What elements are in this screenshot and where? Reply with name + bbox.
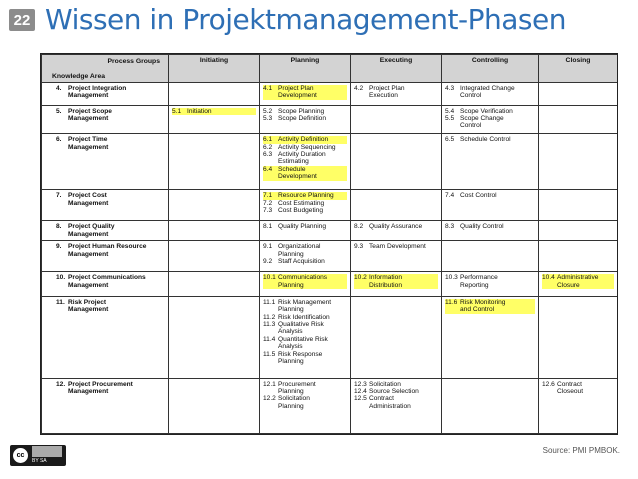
process-number: 5.4: [445, 107, 455, 115]
process-number: 11.1: [263, 298, 276, 306]
knowledge-area-row: [42, 190, 618, 221]
process-item: [263, 223, 347, 230]
process-item: [445, 299, 535, 314]
process-item: [354, 274, 438, 289]
process-name: Risk Response Planning: [278, 350, 323, 365]
knowledge-area-number: 5.: [56, 107, 62, 115]
process-number: 10.1: [263, 274, 276, 282]
knowledge-area-name: Project Procurement Management: [68, 380, 133, 396]
process-number: 4.2: [354, 85, 364, 92]
knowledge-area-name: Project Time Management: [68, 136, 109, 151]
process-number: 11.6: [445, 298, 458, 306]
process-number: 6.2: [263, 143, 273, 151]
process-item: [263, 351, 347, 366]
process-name: Schedule Development: [278, 165, 317, 181]
process-number: 10.2: [354, 274, 367, 282]
process-item: [263, 166, 347, 181]
process-item: [263, 192, 347, 199]
process-number: 7.1: [263, 192, 273, 200]
process-cell-closing: [539, 190, 618, 221]
process-cell-closing: [539, 221, 618, 241]
process-name: Scope Verification: [460, 107, 513, 115]
process-cell-planning: [260, 134, 351, 190]
process-name: Risk Management Planning: [278, 298, 332, 314]
process-item: [263, 395, 347, 410]
process-number: 11.4: [263, 335, 276, 343]
knowledge-area-cell: [42, 378, 169, 433]
process-name: Project Plan Development: [278, 85, 317, 100]
process-name: Activity Definition: [278, 136, 329, 144]
process-name: Initiation: [187, 107, 212, 115]
process-name: Procurement Planning: [278, 380, 316, 396]
process-name: Staff Acquisition: [278, 258, 325, 266]
knowledge-area-number: 9.: [56, 243, 62, 251]
process-number: 12.1: [263, 380, 276, 388]
process-groups-label: Process Groups: [107, 58, 160, 65]
process-number: 5.5: [445, 114, 455, 122]
knowledge-area-row: [42, 241, 618, 272]
process-number: 11.3: [263, 320, 276, 328]
process-cell-initiating: [169, 83, 260, 106]
process-name: Organizational Planning: [278, 243, 321, 258]
process-item: [354, 223, 438, 230]
process-item: [542, 381, 614, 396]
process-cell-closing: [539, 134, 618, 190]
process-cell-planning: [260, 105, 351, 134]
process-cell-initiating: [169, 134, 260, 190]
process-cell-controlling: [442, 105, 539, 134]
process-item: [354, 85, 438, 100]
process-name: Resource Planning: [278, 192, 334, 200]
process-name: Performance Reporting: [460, 274, 498, 289]
process-name: Integrated Change Control: [460, 85, 515, 100]
process-number: 12.5: [354, 395, 367, 403]
process-number: 9.1: [263, 243, 273, 251]
knowledge-area-cell: [42, 105, 169, 134]
knowledge-area-row: [42, 378, 618, 433]
column-header-closing: Closing: [539, 55, 618, 83]
process-item: [172, 108, 256, 115]
process-cell-planning: [260, 83, 351, 106]
knowledge-area-name: Risk Project Management: [68, 298, 109, 314]
process-cell-executing: [351, 241, 442, 272]
by-sa-icon: [32, 446, 62, 457]
process-name: Scope Definition: [278, 114, 327, 122]
process-item: [263, 243, 347, 258]
process-cell-closing: [539, 83, 618, 106]
process-cell-initiating: [169, 190, 260, 221]
process-number: 4.1: [263, 85, 273, 92]
knowledge-area-cell: [42, 83, 169, 106]
process-number: 8.3: [445, 223, 455, 231]
knowledge-area-number: 10.: [56, 274, 66, 282]
knowledge-area-number: 7.: [56, 192, 62, 200]
process-item: [354, 388, 438, 395]
process-number: 5.3: [263, 114, 273, 122]
process-cell-controlling: [442, 241, 539, 272]
process-cell-executing: [351, 272, 442, 297]
knowledge-area-cell: [42, 296, 169, 378]
knowledge-area-row: [42, 221, 618, 241]
process-number: 6.1: [263, 136, 273, 144]
process-cell-initiating: [169, 221, 260, 241]
process-cell-planning: [260, 378, 351, 433]
process-item: [445, 85, 535, 100]
process-number: 6.3: [263, 150, 273, 158]
process-cell-initiating: [169, 296, 260, 378]
process-item: [354, 395, 438, 410]
knowledge-area-name: Project Scope Management: [68, 107, 112, 122]
process-name: Source Selection: [369, 388, 419, 396]
knowledge-area-row: [42, 105, 618, 134]
process-number: 12.2: [263, 395, 276, 403]
process-cell-closing: [539, 272, 618, 297]
process-number: 4.3: [445, 85, 455, 92]
process-cell-executing: [351, 190, 442, 221]
process-number: 12.6: [542, 380, 555, 388]
process-cell-initiating: [169, 105, 260, 134]
knowledge-area-row: [42, 296, 618, 378]
process-item: [263, 108, 347, 115]
process-cell-executing: [351, 221, 442, 241]
process-item: [354, 243, 438, 250]
process-cell-controlling: [442, 221, 539, 241]
process-item: [445, 115, 535, 130]
process-item: [263, 144, 347, 151]
process-number: 9.3: [354, 243, 364, 251]
process-name: Cost Control: [460, 192, 497, 200]
knowledge-area-label: Knowledge Area: [52, 72, 106, 80]
process-cell-controlling: [442, 134, 539, 190]
process-item: [445, 274, 535, 289]
knowledge-area-row: [42, 83, 618, 106]
process-cell-initiating: [169, 272, 260, 297]
process-number: 5.2: [263, 107, 273, 115]
process-cell-controlling: [442, 190, 539, 221]
knowledge-area-number: 4.: [56, 85, 62, 92]
process-item: [263, 136, 347, 143]
process-cell-controlling: [442, 83, 539, 106]
process-number: 5.1: [172, 107, 182, 115]
process-item: [263, 115, 347, 122]
column-header-initiating: Initiating: [169, 55, 260, 83]
process-item: [263, 200, 347, 207]
knowledge-area-row: [42, 272, 618, 297]
process-item: [263, 85, 347, 100]
process-item: [445, 192, 535, 199]
process-cell-planning: [260, 221, 351, 241]
process-item: [445, 108, 535, 115]
process-item: [445, 136, 535, 143]
process-item: [263, 336, 347, 351]
process-number: 6.4: [263, 165, 273, 173]
process-number: 12.4: [354, 388, 367, 396]
process-cell-executing: [351, 105, 442, 134]
process-name: Risk Monitoring and Control: [460, 298, 506, 314]
column-header-controlling: Controlling: [442, 55, 539, 83]
process-item: [263, 274, 347, 289]
process-cell-closing: [539, 378, 618, 433]
process-cell-controlling: [442, 296, 539, 378]
process-number: 11.2: [263, 313, 276, 321]
knowledge-area-name: Project Quality Management: [68, 223, 115, 238]
process-name: Quantitative Risk Analysis: [278, 335, 328, 351]
process-name: Communications Planning: [278, 274, 328, 289]
process-number: 8.2: [354, 223, 364, 231]
process-item: [354, 381, 438, 388]
process-number: 9.2: [263, 258, 273, 266]
process-item: [263, 258, 347, 265]
knowledge-area-cell: [42, 272, 169, 297]
process-name: Scope Change Control: [460, 114, 504, 130]
process-name: Cost Budgeting: [278, 207, 324, 215]
process-item: [263, 151, 347, 166]
matrix-corner-header: [42, 55, 169, 83]
process-name: Information Distribution: [369, 274, 402, 289]
knowledge-area-cell: [42, 221, 169, 241]
process-name: Quality Control: [460, 223, 504, 231]
knowledge-area-number: 8.: [56, 223, 62, 231]
slide-number-badge: 22: [9, 9, 35, 31]
process-item: [263, 321, 347, 336]
process-name: Administrative Closure: [557, 274, 599, 289]
process-cell-planning: [260, 190, 351, 221]
knowledge-area-cell: [42, 241, 169, 272]
process-name: Schedule Control: [460, 136, 511, 144]
process-number: 6.5: [445, 136, 455, 144]
process-knowledge-matrix: [40, 53, 618, 435]
process-name: Solicitation: [369, 380, 401, 388]
process-item: [263, 299, 347, 314]
license-label: BY SA: [32, 458, 47, 464]
process-cell-planning: [260, 272, 351, 297]
process-cell-controlling: [442, 378, 539, 433]
process-cell-planning: [260, 241, 351, 272]
process-item: [445, 223, 535, 230]
process-name: Contract Administration: [369, 395, 411, 410]
process-cell-initiating: [169, 378, 260, 433]
process-number: 7.4: [445, 192, 455, 200]
process-item: [263, 381, 347, 396]
process-cell-initiating: [169, 241, 260, 272]
slide-title: Wissen in Projektmanagement-Phasen: [45, 3, 566, 36]
knowledge-area-cell: [42, 190, 169, 221]
process-cell-closing: [539, 105, 618, 134]
process-item: [263, 207, 347, 214]
knowledge-area-name: Project Communications Management: [68, 274, 146, 289]
process-cell-closing: [539, 296, 618, 378]
knowledge-area-name: Project Human Resource Management: [68, 243, 147, 258]
column-header-executing: Executing: [351, 55, 442, 83]
process-name: Quality Planning: [278, 223, 327, 231]
source-caption: Source: PMI PMBOK.: [542, 446, 620, 455]
knowledge-area-name: Project Cost Management: [68, 192, 109, 207]
knowledge-area-number: 11.: [56, 298, 65, 306]
process-number: 8.1: [263, 223, 273, 231]
knowledge-area-number: 6.: [56, 136, 62, 144]
process-name: Scope Planning: [278, 107, 325, 115]
process-item: [542, 274, 614, 289]
process-cell-closing: [539, 241, 618, 272]
process-number: 7.3: [263, 207, 273, 215]
process-name: Project Plan Execution: [369, 85, 405, 100]
process-name: Activity Sequencing: [278, 143, 336, 151]
process-number: 7.2: [263, 199, 273, 207]
process-name: Quality Assurance: [369, 223, 423, 231]
process-name: Risk Identification: [278, 313, 330, 321]
creative-commons-badge: [10, 445, 66, 466]
process-name: Activity Duration Estimating: [278, 150, 326, 166]
process-number: 10.4: [542, 274, 555, 282]
matrix-table: [41, 54, 618, 434]
knowledge-area-row: [42, 134, 618, 190]
cc-icon: cc: [13, 448, 28, 463]
process-cell-controlling: [442, 272, 539, 297]
process-name: Qualitative Risk Analysis: [278, 320, 324, 336]
process-cell-executing: [351, 296, 442, 378]
process-number: 11.5: [263, 350, 276, 358]
process-cell-executing: [351, 83, 442, 106]
process-name: Cost Estimating: [278, 199, 325, 207]
process-cell-executing: [351, 378, 442, 433]
process-cell-planning: [260, 296, 351, 378]
column-header-planning: Planning: [260, 55, 351, 83]
knowledge-area-number: 12.: [56, 380, 66, 388]
process-number: 12.3: [354, 380, 367, 388]
process-item: [263, 314, 347, 321]
knowledge-area-cell: [42, 134, 169, 190]
process-name: Solicitation Planning: [278, 395, 310, 410]
process-cell-executing: [351, 134, 442, 190]
process-number: 10.3: [445, 274, 458, 282]
knowledge-area-name: Project Integration Management: [68, 85, 127, 100]
process-name: Team Development: [369, 243, 426, 251]
process-name: Contract Closeout: [557, 380, 584, 396]
